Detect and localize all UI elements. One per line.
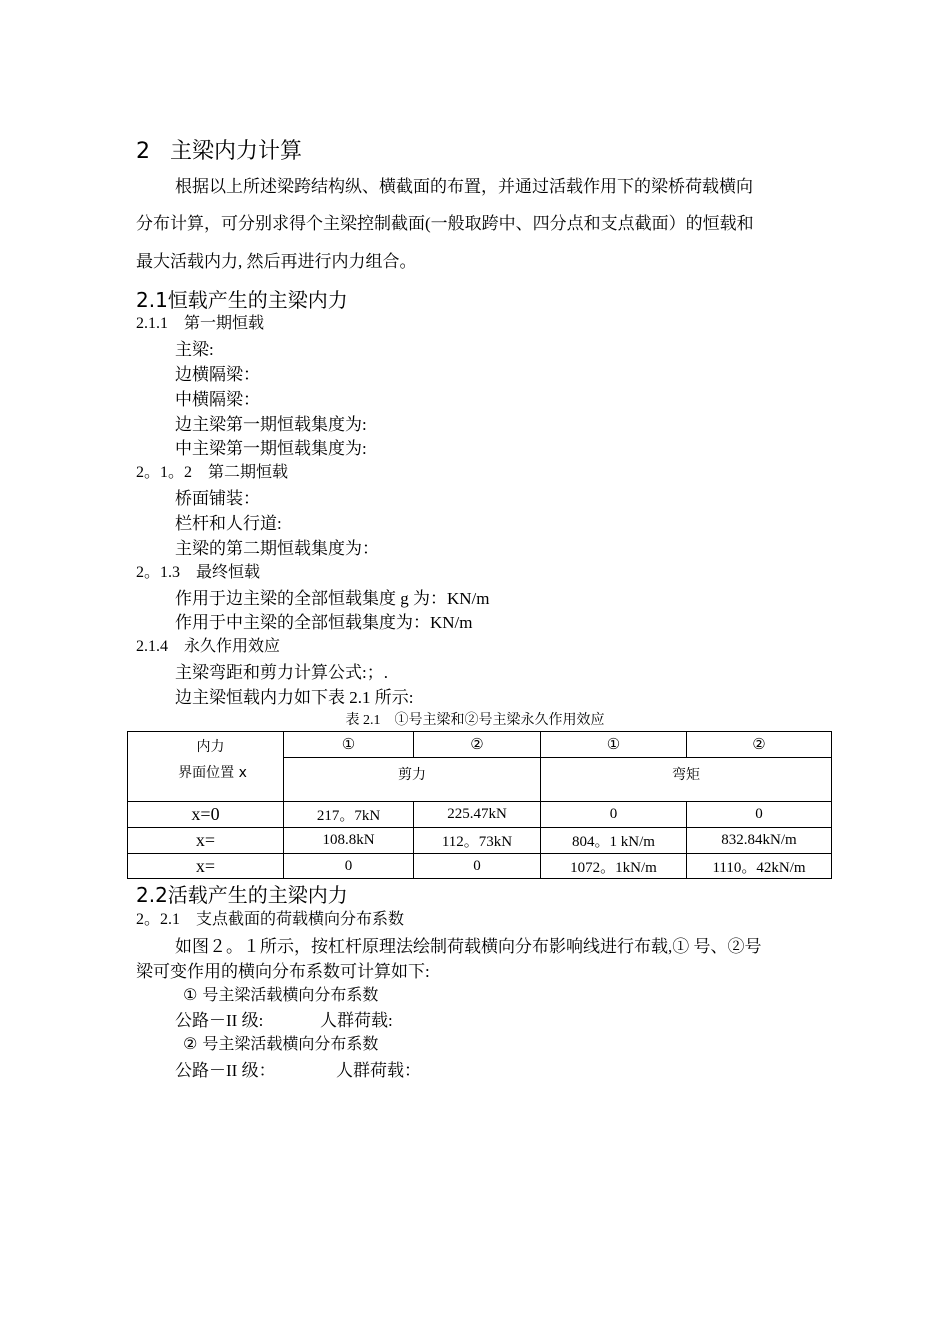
beam-1-road-load: 公路－II 级: <box>175 1011 264 1030</box>
subsection-2-1-4 <box>136 633 280 656</box>
list-item: 作用于中主梁的全部恒载集度为：KN/m <box>175 613 473 632</box>
subsection-title: 永久作用效应 <box>184 636 281 655</box>
table-cell: 112。73kN <box>414 828 541 854</box>
beam-1-heading: ① 号主梁活载横向分布系数 <box>183 985 379 1004</box>
beam-2-crowd-load: 人群荷载： <box>336 1061 421 1080</box>
list-item: 边主梁第一期恒载集度为: <box>175 415 367 434</box>
column-group-shear: 剪力 <box>284 758 541 802</box>
header-position-label: 界面位置 x <box>178 765 247 781</box>
beam-2-road-load: 公路－II 级： <box>175 1061 276 1080</box>
table-caption: 表 2.1 ①号主梁和②号主梁永久作用效应 <box>345 713 605 728</box>
list-item: 中横隔梁： <box>175 390 260 409</box>
subsection-title: 第一期恒载 <box>184 313 265 332</box>
column-header-beam: ① <box>541 732 687 758</box>
table-cell: 0 <box>414 854 541 879</box>
subsection-number: 2。2.1 <box>136 911 181 928</box>
beam-1-crowd-load: 人群荷载: <box>320 1011 393 1030</box>
subsection-2-1-3 <box>136 559 260 582</box>
table-cell: 108.8kN <box>284 828 414 854</box>
list-item: 主梁弯距和剪力计算公式:；. <box>175 663 388 682</box>
subsection-number: 2.1.1 <box>136 315 168 332</box>
subsection-title: 第二期恒载 <box>208 462 289 481</box>
row-position: x= <box>128 854 284 879</box>
list-item: 主梁: <box>175 340 214 359</box>
section-2-2-title: 2.2活载产生的主梁内力 <box>136 883 348 907</box>
list-item: 中主梁第一期恒载集度为: <box>175 439 367 458</box>
list-item: 栏杆和人行道: <box>175 514 282 533</box>
list-item: 边横隔梁： <box>175 365 260 384</box>
table-cell: 832.84kN/m <box>687 828 832 854</box>
intro-line-1: 根据以上所述梁跨结构纵、横截面的布置，并通过活载作用下的梁桥荷载横向 <box>175 177 753 196</box>
column-header-beam: ① <box>284 732 414 758</box>
table-header-corner <box>128 732 284 802</box>
intro-line-2: 分布计算，可分别求得个主梁控制截面(一般取跨中、四分点和支点截面）的恒载和 <box>136 214 754 233</box>
chapter-number: 2 <box>136 139 150 164</box>
table-cell: 1110。42kN/m <box>687 854 832 879</box>
chapter-title: 主梁内力计算 <box>170 139 303 164</box>
header-force-label: 内力 <box>196 739 225 755</box>
subsection-2-1-1 <box>136 310 264 333</box>
subsection-number: 2.1.4 <box>136 638 168 655</box>
subsection-title: 最终恒载 <box>196 562 261 581</box>
list-item: 主梁的第二期恒载集度为： <box>175 539 379 558</box>
subsection-title: 支点截面的荷载横向分布系数 <box>196 909 405 928</box>
row-position: x=0 <box>128 802 284 828</box>
table-row <box>128 854 832 879</box>
column-header-beam: ② <box>687 732 832 758</box>
chapter-heading <box>136 134 302 165</box>
paragraph-line: 如图２。１所示，按杠杆原理法绘制荷载横向分布影响线进行布载,① 号、②号 <box>175 937 762 956</box>
table-cell: 0 <box>541 802 687 828</box>
section-2-1-title: 2.1恒载产生的主梁内力 <box>136 288 348 312</box>
permanent-action-table <box>127 731 832 879</box>
paragraph-line: 梁可变作用的横向分布系数可计算如下: <box>136 962 430 981</box>
beam-2-heading: ② 号主梁活载横向分布系数 <box>183 1034 379 1053</box>
table-cell: 804。1 kN/m <box>541 828 687 854</box>
list-item: 边主梁恒载内力如下表 2.1 所示: <box>175 688 414 707</box>
table-cell: 0 <box>687 802 832 828</box>
column-group-moment: 弯矩 <box>541 758 832 802</box>
row-position: x= <box>128 828 284 854</box>
table-cell: 0 <box>284 854 414 879</box>
list-item: 桥面铺装： <box>175 489 260 508</box>
subsection-number: 2。1.3 <box>136 564 181 581</box>
table-cell: 1072。1kN/m <box>541 854 687 879</box>
intro-line-3: 最大活载内力, 然后再进行内力组合。 <box>136 252 417 271</box>
table-row <box>128 828 832 854</box>
table-row <box>128 802 832 828</box>
table-cell: 217。7kN <box>284 802 414 828</box>
column-header-beam: ② <box>414 732 541 758</box>
table-cell: 225.47kN <box>414 802 541 828</box>
subsection-number: 2。1。2 <box>136 464 193 481</box>
subsection-2-1-2 <box>136 459 288 482</box>
list-item: 作用于边主梁的全部恒载集度 g 为：KN/m <box>175 589 490 608</box>
subsection-2-2-1 <box>136 906 404 929</box>
